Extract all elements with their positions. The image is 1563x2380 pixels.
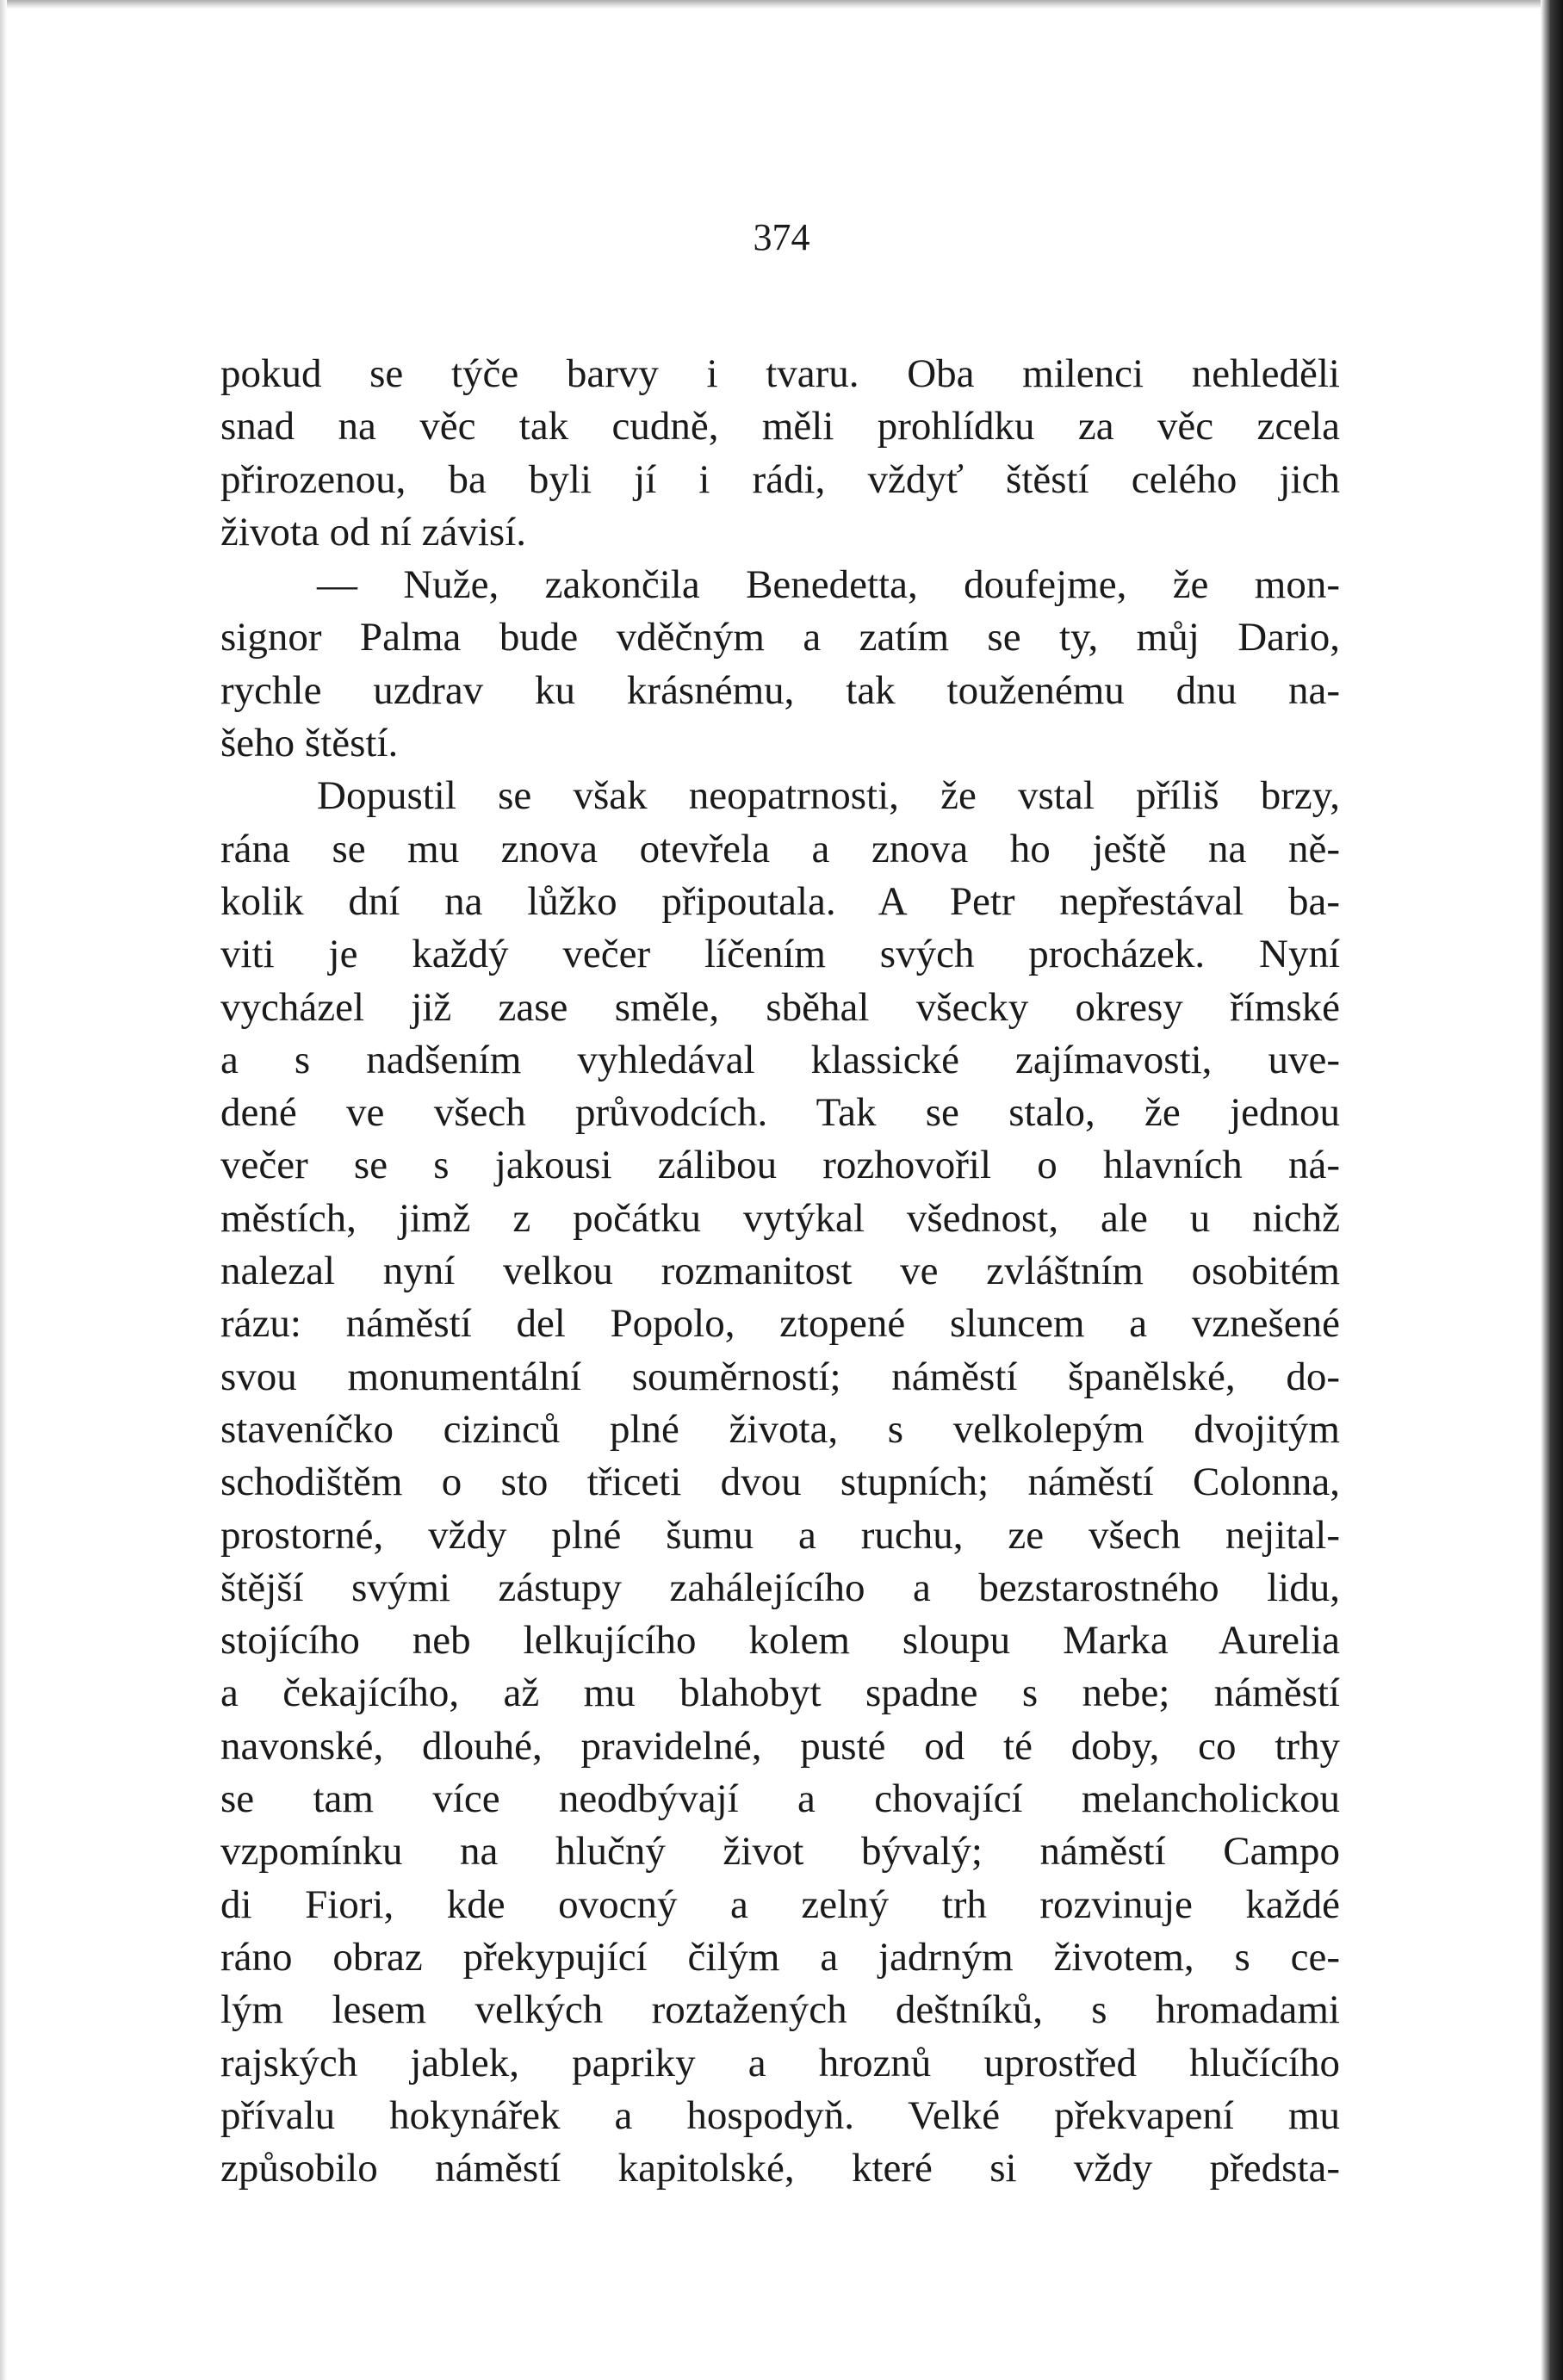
text-line: přívalu hokynářek a hospodyň. Velké překvapení mu <box>220 2092 1340 2138</box>
text-line: navonské, dlouhé, pravidelné, pusté od té doby, co trhy <box>220 1723 1340 1769</box>
text-line: signor Palma bude vděčným a zatím se ty, můj Dario, <box>220 615 1340 660</box>
text-line: ráno obraz překypující čilým a jadrným životem, s ce- <box>220 1934 1340 1980</box>
text-line: svou monumentální souměrností; náměstí španělské, do- <box>220 1354 1340 1399</box>
text-line: staveníčko cizinců plné života, s velkolepým dvojitým <box>220 1406 1340 1452</box>
page-number: 374 <box>753 216 810 258</box>
text-line: kolik dní na lůžko připoutala. A Petr nepřestával ba- <box>220 878 1340 924</box>
text-line: rázu: náměstí del Popolo, ztopené sluncem a vznešené <box>220 1301 1340 1347</box>
text-line: nalezal nyní velkou rozmanitost ve zvláštním osobitém <box>220 1249 1340 1294</box>
text-line: vzpomínku na hlučný život bývalý; náměstí Campo <box>220 1829 1340 1875</box>
text-line: viti je každý večer líčením svých procházek. Nyní <box>220 932 1340 977</box>
text-line: stojícího neb lelkujícího kolem sloupu Marka Aurelia <box>220 1618 1340 1664</box>
text-line: přirozenou, ba byli jí i rádi, vždyť štěstí celého jich <box>220 456 1340 502</box>
text-line: se tam více neodbývají a chovající melancholickou <box>220 1776 1340 1822</box>
text-line: Dopustil se však neopatrnosti, že vstal příliš brzy, <box>317 773 1340 819</box>
text-line: večer se s jakousi zálibou rozhovořil o hlavních ná- <box>220 1143 1340 1188</box>
text-line: rychle uzdrav ku krásnému, tak touženému dnu na- <box>220 667 1340 713</box>
text-line: — Nuže, zakončila Benedetta, doufejme, že mon- <box>317 562 1340 608</box>
scan-left-edge <box>0 0 7 2380</box>
text-line: pokud se týče barvy i tvaru. Oba milenci nehleděli <box>220 351 1340 396</box>
text-line: městích, jimž z počátku vytýkal všednost, ale u nichž <box>220 1195 1340 1241</box>
text-line: a s nadšením vyhledával klassické zajímavosti, uve- <box>220 1037 1340 1082</box>
text-line: rajských jablek, papriky a hroznů uprostřed hlučícího <box>220 2040 1340 2086</box>
text-line: lým lesem velkých roztažených deštníků, s hromadami <box>220 1987 1340 2033</box>
scan-right-edge-shadow <box>1541 0 1563 2380</box>
text-line: di Fiori, kde ovocný a zelný trh rozvinuje každé <box>220 1881 1340 1927</box>
text-line: snad na věc tak cudně, měli prohlídku za věc zcela <box>220 404 1340 449</box>
text-line: života od ní závisí. <box>220 509 527 555</box>
text-line: štější svými zástupy zahálejícího a bezstarostného lidu, <box>220 1565 1340 1610</box>
text-line: vycházel již zase směle, sběhal všecky okresy římské <box>220 984 1340 1030</box>
text-line: schodištěm o sto třiceti dvou stupních; náměstí Colonna, <box>220 1460 1340 1505</box>
text-line: a čekajícího, až mu blahobyt spadne s nebe; náměstí <box>220 1670 1340 1716</box>
scan-top-edge <box>0 0 1563 9</box>
text-line: způsobilo náměstí kapitolské, které si vždy předsta- <box>220 2146 1340 2191</box>
text-line: rána se mu znova otevřela a znova ho ještě na ně- <box>220 826 1340 871</box>
text-line: prostorné, vždy plné šumu a ruchu, ze všech nejital- <box>220 1512 1340 1558</box>
text-line: šeho štěstí. <box>220 721 399 766</box>
body-text <box>220 348 1340 2195</box>
text-line: dené ve všech průvodcích. Tak se stalo, že jednou <box>220 1090 1340 1136</box>
